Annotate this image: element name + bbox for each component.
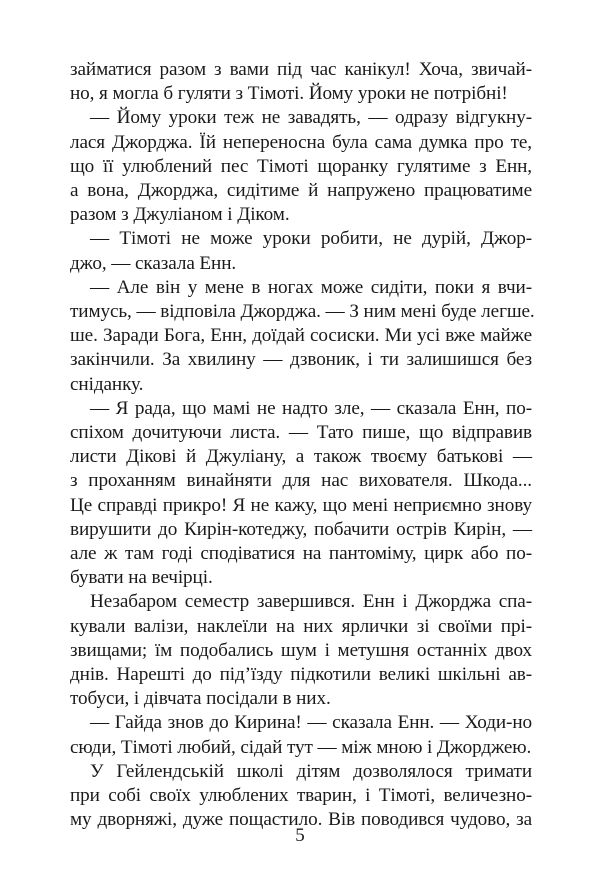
text-line: тимусь, — відповіла Джорджа. — З ним мені буде легше.: [70, 301, 535, 322]
text-line: сюди, Тімоті любий, сідай тут — між мною і Джорджею.: [70, 736, 532, 758]
text-line: сніданку.: [70, 373, 144, 395]
text-line: но, я могла б гуляти з Тімоті. Йому уроки не потрібні!: [70, 83, 508, 105]
text-line: У Гейлендській школі дітям дозволялося тримати: [90, 760, 532, 782]
text-line: разом з Джуліаном і Діком.: [70, 204, 290, 226]
text-line: ше. Заради Бога, Енн, доїдай сосиски. Ми усі вже майже: [70, 325, 532, 347]
text-line: — Гайда знов до Кирина! — сказала Енн. — Ходи-но: [90, 712, 532, 734]
text-line: Незабаром семестр завершився. Енн і Джорджа спа-: [90, 591, 532, 613]
text-line: кували валізи, наклеїли на них ярлички зі своїми прі-: [70, 615, 532, 637]
text-line: спіхом дочитуючи листа. — Тато пише, що відправив: [70, 422, 532, 443]
text-line: бувати на вечірці.: [70, 567, 213, 589]
text-line: Це справді прикро! Я не кажу, що мені неприємно знову: [70, 494, 532, 516]
text-line: вирушити до Кирін-котеджу, побачити острів Кирін, —: [70, 518, 532, 540]
text-line: му дворняжі, дуже пощастило. Вів поводився чудово, за: [70, 809, 532, 831]
text-line: займатися разом з вами під час канікул! Хоча, звичай-: [70, 59, 532, 80]
text-line: днів. Нарешті до під’їзду підкотили великі шкільні ав-: [70, 664, 532, 685]
page-number: 5: [295, 825, 305, 846]
text-line: що її улюблений пес Тімоті щоранку гулятиме з Енн,: [70, 155, 532, 177]
text-line: листи Дікові й Джуліану, а також твоєму батькові —: [70, 446, 532, 468]
text-line: — Я рада, що мамі не надто зле, — сказала Енн, по-: [90, 397, 532, 419]
text-line: — Тімоті не може уроки робити, не дурій, Джор-: [90, 228, 532, 250]
text-line: з проханням винайняти для нас вихователя. Шкода...: [70, 470, 532, 492]
text-line: лася Джорджа. Їй непереносна була сама думка про те,: [70, 131, 532, 153]
text-line: звищами; їм подобались шум і метушня останніх двох: [70, 639, 532, 661]
text-line: тобуси, і дівчата посідали в них.: [70, 688, 331, 710]
text-line: закінчили. За хвилину — дзвоник, і ти залишишся без: [70, 349, 532, 371]
text-line: при собі своїх улюблених тварин, і Тімоті, величезно-: [70, 785, 532, 806]
text-line: — Йому уроки теж не завадять, — одразу відгукну-: [90, 107, 532, 129]
text-line: джо, — сказала Енн.: [70, 252, 237, 274]
text-line: — Але він у мене в ногах може сидіти, поки я вчи-: [90, 276, 532, 298]
text-line: але ж там годі сподіватися на пантоміму, цирк або по-: [70, 543, 532, 564]
text-line: а вона, Джорджа, сидітиме й напружено працюватиме: [70, 180, 532, 201]
